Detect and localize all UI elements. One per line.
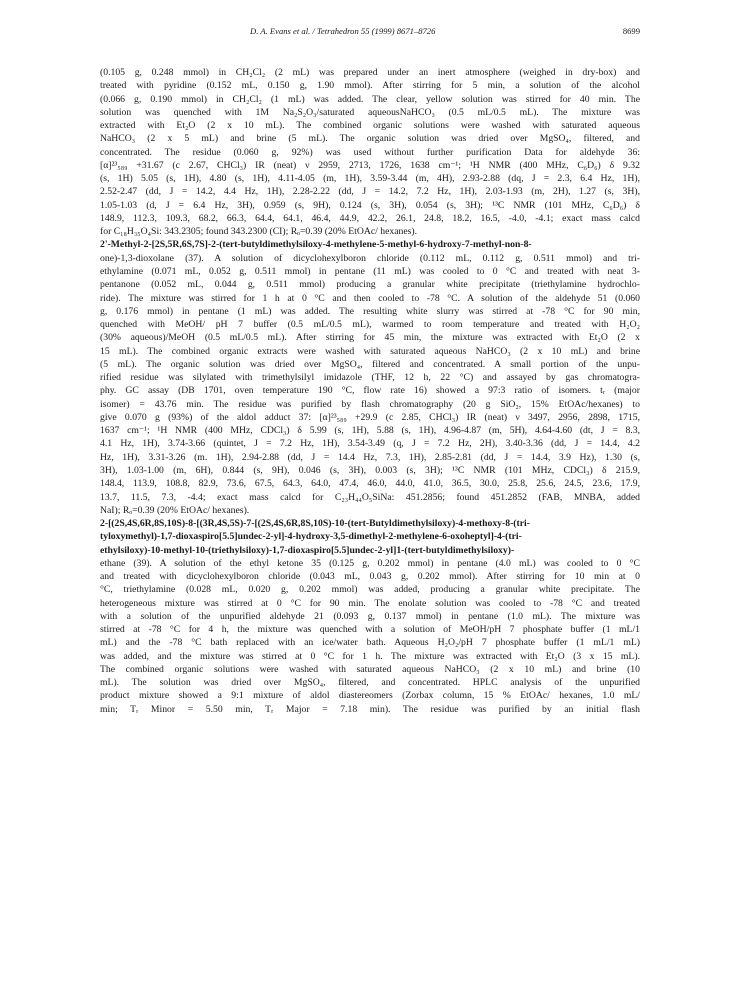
body-text-line: phy. GC assay (DB 1701, oven temperature 190 °C, flow rate 16) showed a 97:3 ratio of isomers. tᵣ (major — [100, 385, 640, 397]
body-text-line: 3H), 1.03-1.00 (m, 6H), 0.844 (s, 9H), 0.046 (s, 3H), 0.003 (s, 3H); ¹³C NMR (101 MHz, CDCl₃) δ 215.9, — [100, 464, 640, 476]
body-text-line: min; Tᵣ Minor = 5.50 min, Tᵣ Major = 7.18 min). The residue was purified by an initial flash — [100, 703, 640, 715]
body-text-line: one)-1,3-dioxolane (37). A solution of dicyclohexylboron chloride (0.112 mL, 0.112 g, 0.511 mmol) and tri- — [100, 252, 640, 264]
body-text-line: solution was quenched with 1M Na₂S₂O₃/saturated aqueousNaHCO₃ (0.5 mL/0.5 mL). The mixture was — [100, 106, 640, 118]
body-text-line: with a solution of the unpurified aldehyde 21 (0.093 g, 0.137 mmol) in pentane (1.0 mL). The mixture was — [100, 610, 640, 622]
body-text-line: (0.066 g, 0.190 mmol) in CH₂Cl₂ (1 mL) was added. The clear, yellow solution was stirred for 40 min. The — [100, 93, 640, 105]
body-text-line: stirred at -78 °C for 4 h, the mixture was quenched with a solution of MeOH/pH 7 phosphate buffer (1 mL/1 — [100, 624, 640, 636]
body-text-line: °C, triethylamine (0.028 mL, 0.020 g, 0.202 mmol) was added, producing a granular white precipitate. The — [100, 584, 640, 596]
body-text-line: NaHCO₃ (2 x 5 mL) and brine (5 mL). The organic solution was dried over MgSO₄, filtered, and — [100, 133, 640, 145]
body-text-line: Hz, 1H), 3.31-3.26 (m. 1H), 2.94-2.88 (dd, J = 14.4 Hz, 7.3, 1H), 2.85-2.81 (dd, J = 14.4, 3.9 Hz), 1.30 (s, — [100, 451, 640, 463]
body-text-line: concentrated. The residue (0.060 g, 92%) was used without further purification Data for aldehyde 36: — [100, 146, 640, 158]
compound-heading-line: ethylsiloxy)-10-methyl-10-(triethylsiloxy)-1,7-dioxaspiro[5.5]undec-2-yl]1-(tert-butyldimethylsiloxy)- — [100, 544, 515, 556]
body-text-line: (30% aqueous)/MeOH (0.5 mL/0.5 mL). After stirring for 45 min, the mixture was extracted with Et₂O (2 x — [100, 332, 640, 344]
body-text-line: 148.4, 113.9, 108.8, 82.9, 73.6, 67.5, 64.3, 64.0, 47.4, 46.0, 44.0, 41.0, 36.5, 30.0, 25.8, 25.6, 24.5, 23.6, 17.9, — [100, 478, 640, 490]
compound-heading-line: tyloxymethyl)-1,7-dioxaspiro[5.5]undec-2-yl]-4-hydroxy-3,5-dimethyl-2-methylene-6-oxoheptyl]-4-(tri- — [100, 531, 522, 543]
body-text-line: The combined organic solutions were washed with saturated aqueous NaHCO₃ (2 x 10 mL) and brine (10 — [100, 663, 640, 675]
body-text-line: heterogeneous mixture was stirred at 0 °C for 90 min. The enolate solution was cooled to -78 °C and treated — [100, 597, 640, 609]
body-text-line: isomer) = 43.76 min. The residue was purified by flash chromatography (20 g SiO₂, 15% EtOAc/hexanes) to — [100, 398, 640, 410]
body-text-line: (s, 1H) 5.05 (s, 1H), 4.80 (s, 1H), 4.11-4.05 (m, 1H), 3.59-3.44 (m, 4H), 2.93-2.88 (dq, J = 2.3, 6.4 Hz, 1H), — [100, 173, 640, 185]
running-title: D. A. Evans et al. / Tetrahedron 55 (1999) 8671–8726 — [250, 26, 436, 36]
body-text-line: ride). The mixture was stirred for 1 h at 0 °C and then cooled to -78 °C. A solution of the aldehyde 51 (0.060 — [100, 292, 640, 304]
running-header — [100, 26, 640, 40]
body-text-line: 148.9, 112.3, 109.3, 68.2, 66.3, 64.4, 64.1, 46.4, 44.9, 42.2, 26.1, 24.8, 18.2, 16.5, -4.0, -4.1; exact mass calcd — [100, 212, 640, 224]
body-text-line: mL) and the -78 °C bath replaced with an ice/water bath. Aqueous H₂O₂/pH 7 phosphate buffer (1 mL/1 mL) — [100, 637, 640, 649]
body-text-line: NaI); Rₒ=0.39 (20% EtOAc/ hexanes). — [100, 504, 250, 516]
page-number: 8699 — [622, 26, 640, 36]
body-text-line: 1.05-1.03 (d, J = 6.4 Hz, 3H), 0.959 (s, 9H), 0.124 (s, 3H), 0.054 (s, 3H); ¹³C NMR (101 MHz, C₆D₆) δ — [100, 199, 640, 211]
body-text-line: quenched with MeOH/ pH 7 buffer (0.5 mL/0.5 mL), warmed to room temperature and treated with H₂O₂ — [100, 319, 640, 331]
body-text-line: (5 mL). The organic solution was dried over MgSO₄, filtered and concentrated. A small portion of the unpu- — [100, 358, 640, 370]
body-text-line: 4.1 Hz, 1H), 3.74-3.66 (quintet, J = 7.2 Hz, 1H), 3.54-3.49 (q, J = 7.2 Hz, 2H), 3.40-3.36 (dd, J = 14.4, 4.2 — [100, 438, 640, 450]
article-body — [100, 66, 640, 716]
body-text-line: g, 0.176 mmol) in pentane (1 mL) was added. The resulting white slurry was stirred at -78 °C for 90 min, — [100, 305, 640, 317]
body-text-line: was added, and the mixture was stirred at 0 °C for 1 h. The mixture was extracted with Et₂O (3 x 15 mL). — [100, 650, 640, 662]
body-text-line: rified residue was silylated with trimethylsilyl imidazole (THF, 12 h, 22 °C) and assayed by gas chromatogra- — [100, 372, 640, 384]
body-text-line: ethylamine (0.071 mL, 0.052 g, 0.511 mmol) in pentane (11 mL) was cooled to 0 °C and treated with neat 3- — [100, 265, 640, 277]
body-text-line: extracted with Et₂O (2 x 10 mL). The combined organic solutions were washed with saturated aqueous — [100, 120, 640, 132]
body-text-line: mL). The solution was dried over MgSO₄, filtered, and concentrated. HPLC analysis of the unpurified — [100, 677, 640, 689]
body-text-line: 2.52-2.47 (dd, J = 14.2, 4.4 Hz, 1H), 2.28-2.22 (dd, J = 14.2, 7.2 Hz, 1H), 2.03-1.93 (m, 2H), 1.27 (s, 3H), — [100, 186, 640, 198]
compound-heading-line: 2'-Methyl-2-[2S,5R,6S,7S]-2-(tert-butyldimethylsiloxy-4-methylene-5-methyl-6-hydroxy-7-methyl-non-8- — [100, 239, 532, 251]
body-text-line: ethane (39). A solution of the ethyl ketone 35 (0.125 g, 0.202 mmol) in pentane (4.0 mL) was cooled to 0 °C — [100, 557, 640, 569]
body-text-line: 1637 cm⁻¹; ¹H NMR (400 MHz, CDCl₃) δ 5.99 (s, 1H), 5.88 (s, 1H), 4.96-4.87 (m, 5H), 4.64-4.60 (dt, J = 8.3, — [100, 425, 640, 437]
body-text-line: (0.105 g, 0.248 mmol) in CH₂Cl₂ (2 mL) was prepared under an inert atmosphere (weighed in dry-box) and — [100, 67, 640, 78]
body-text-line: treated with pyridine (0.152 mL, 0.150 g, 1.90 mmol). After stirring for 5 min, a solution of the alcohol — [100, 80, 640, 92]
body-text-line: give 0.070 g (93%) of the aldol adduct 37: [α]²³₅₈₉ +29.9 (c 2.85, CHCl₃) IR (neat) ν 3497, 2956, 2898, 1715, — [100, 411, 640, 423]
body-text-line: and treated with dicyclohexylboron chloride (0.043 mL, 0.043 g, 0.202 mmol). After stirring for 10 min at 0 — [100, 571, 640, 583]
body-text-line: product mixture showed a 9:1 mixture of aldol diastereomers (Zorbax column, 15 % EtOAc/ hexanes, 1.0 mL/ — [100, 690, 640, 702]
body-text-line: for C₁₈H₃₅O₄Si: 343.2305; found 343.2300 (CI); Rₒ=0.39 (20% EtOAc/ hexanes). — [100, 226, 418, 238]
body-text-line: pentanone (0.052 mL, 0.044 g, 0.511 mmol) producing a granular white precipitate (triethylamine hydrochlo- — [100, 279, 640, 291]
body-text-line: 13.7, 11.5, 7.3, -4.4; exact mass calcd for C₂₃H₄₄O₅SiNa: 451.2856; found 451.2852 (FAB, MNBA, added — [100, 491, 640, 503]
body-text-line: 15 mL). The combined organic extracts were washed with saturated aqueous NaHCO₃ (2 x 10 mL) and brine — [100, 345, 640, 357]
body-text-line: [α]²³₅₈₉ +31.67 (c 2.67, CHCl₃) IR (neat) ν 2959, 2713, 1726, 1638 cm⁻¹; ¹H NMR (400 MHz, C₆D₆) δ 9.32 — [100, 159, 640, 171]
compound-heading-line: 2-[(2S,4S,6R,8S,10S)-8-[(3R,4S,5S)-7-[(2S,4S,6R,8S,10S)-10-(tert-Butyldimethylsiloxy)-4-methoxy-8-(tri- — [100, 518, 530, 530]
